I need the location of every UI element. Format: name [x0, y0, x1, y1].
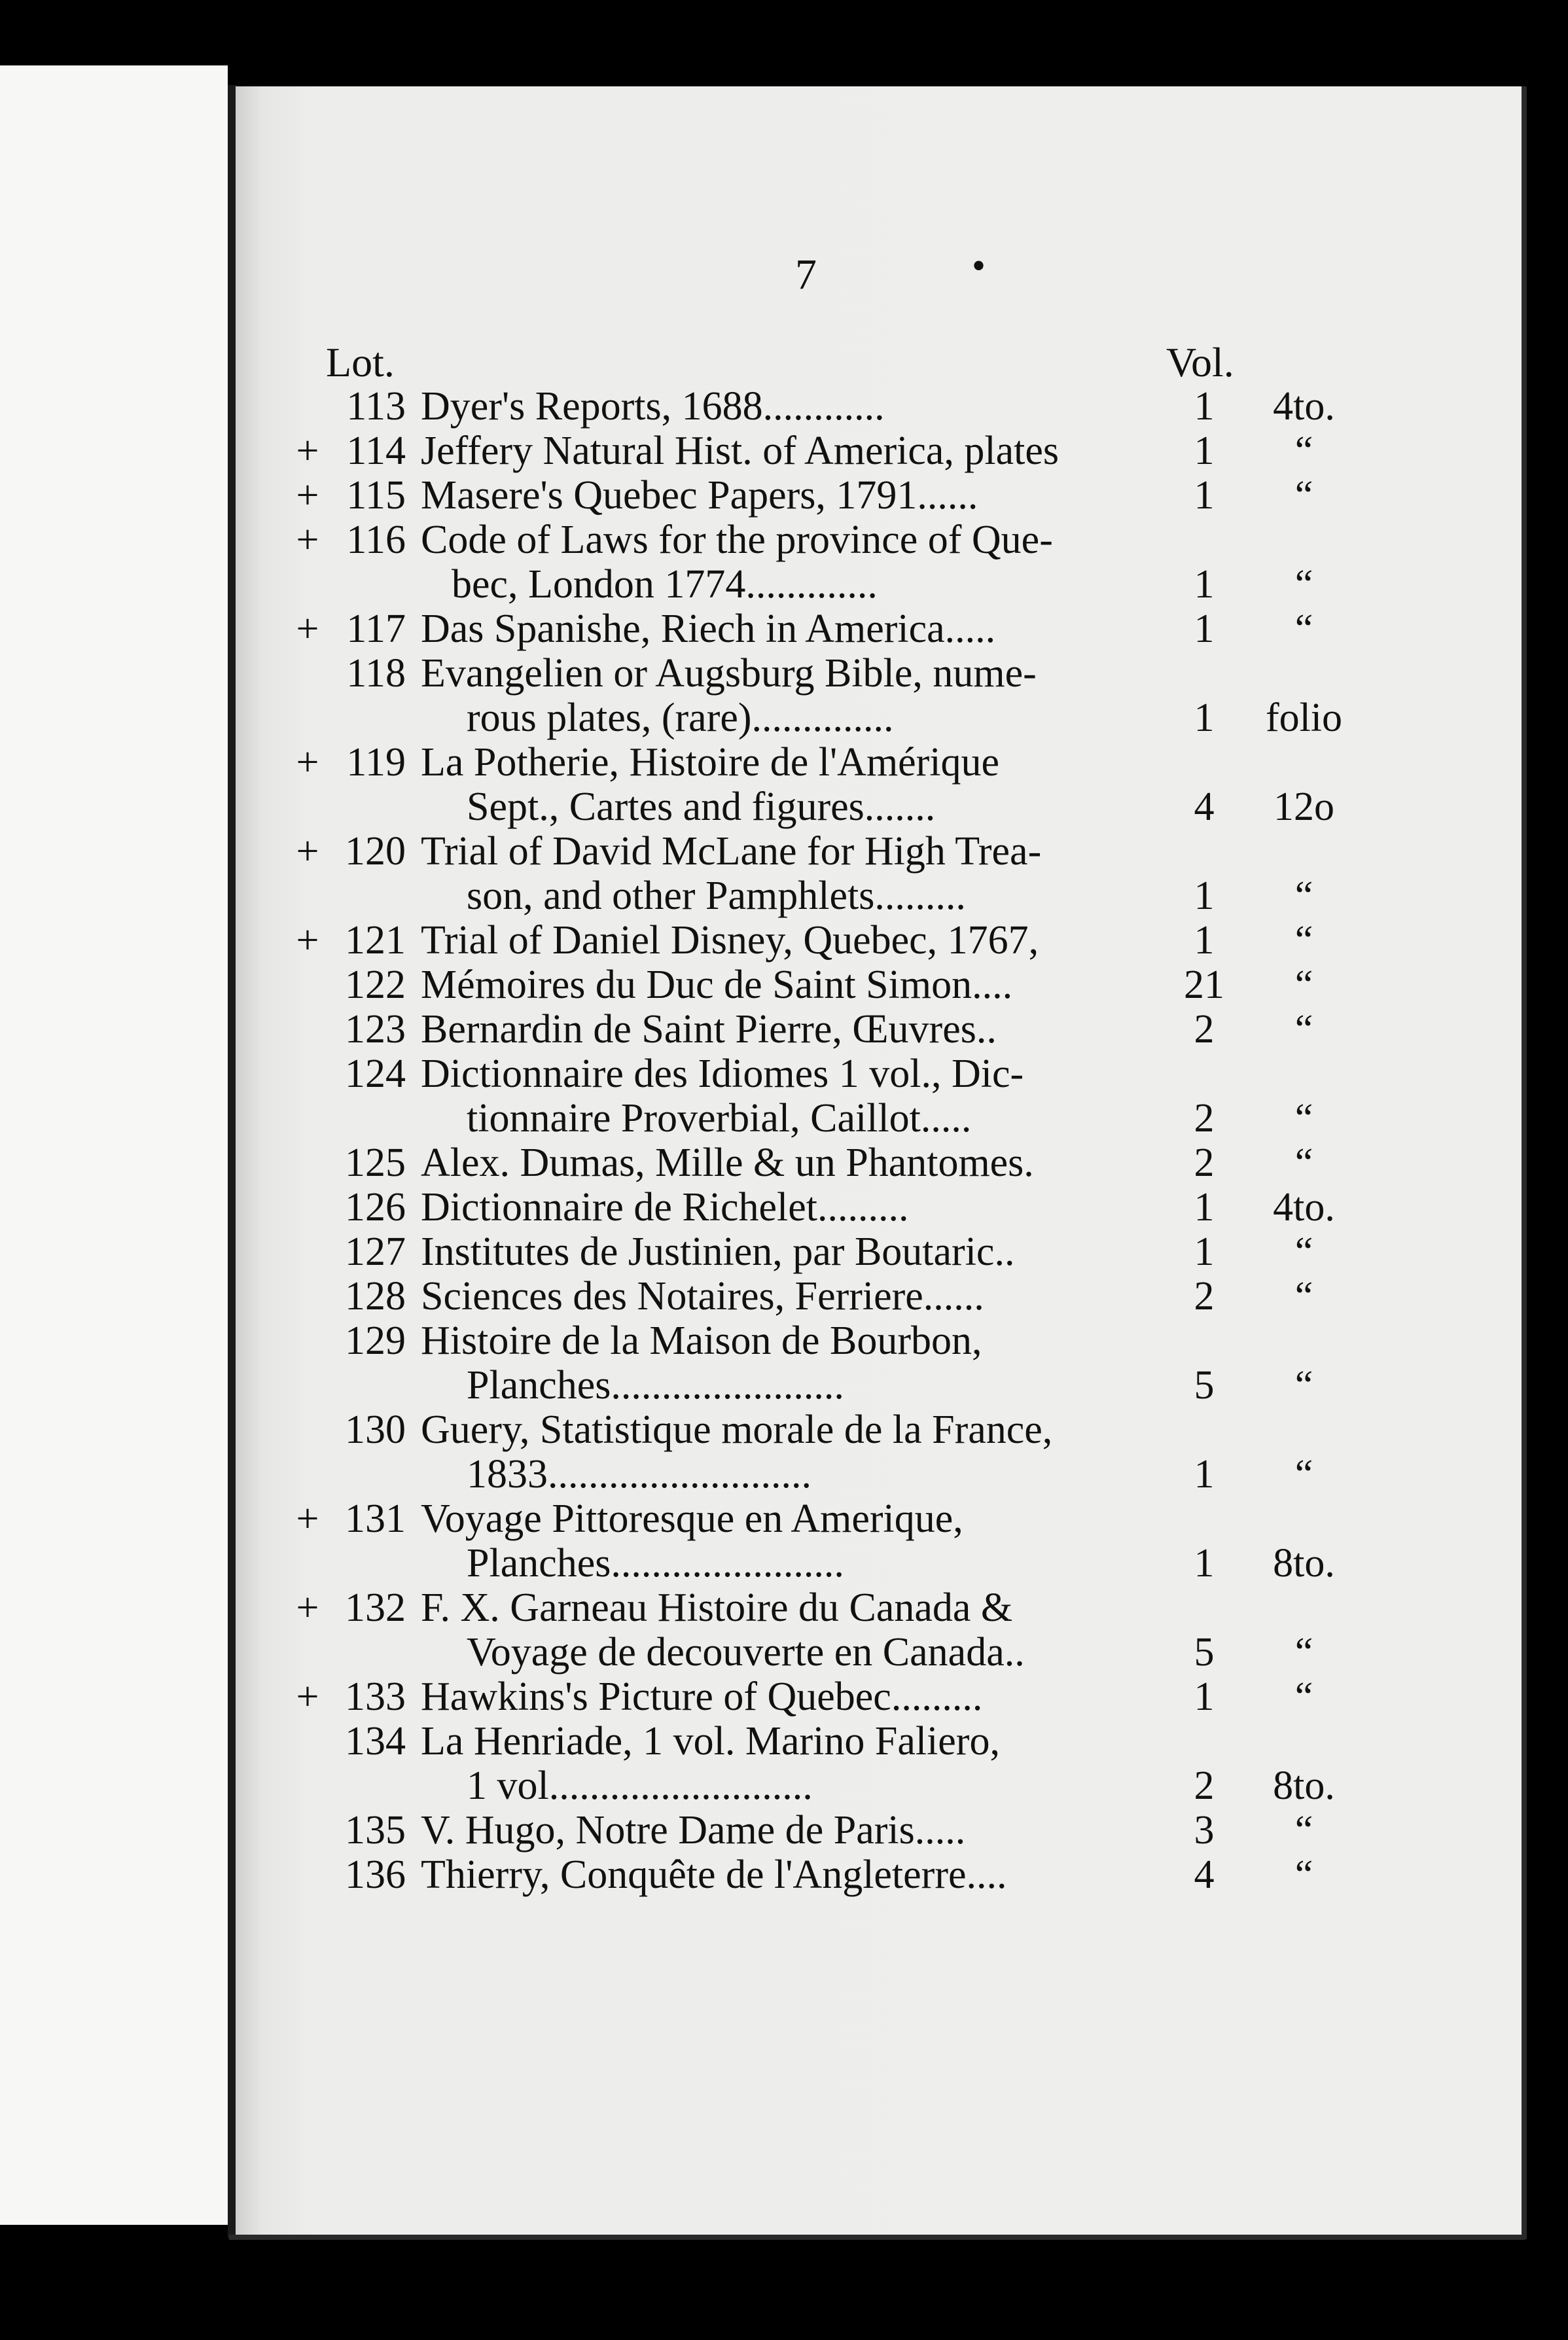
volume-count: 1	[1194, 384, 1215, 429]
item-title: Code of Laws for the province of Que-	[421, 518, 1053, 562]
book-format: 4to.	[1273, 384, 1335, 429]
volume-count: 5	[1194, 1363, 1215, 1408]
catalogue-line	[236, 651, 1522, 696]
lot-number: 134	[345, 1719, 406, 1764]
item-title: V. Hugo, Notre Dame de Paris.....	[421, 1808, 966, 1852]
catalogue-line	[236, 562, 1522, 607]
volume-count: 4	[1194, 1852, 1215, 1897]
item-title: La Henriade, 1 vol. Marino Faliero,	[421, 1719, 1000, 1764]
item-title: Mémoires du Duc de Saint Simon....	[421, 963, 1013, 1007]
item-title: Dictionnaire de Richelet.........	[421, 1185, 909, 1230]
catalogue-line	[236, 1141, 1522, 1185]
item-title: Sciences des Notaires, Ferriere......	[421, 1274, 984, 1319]
item-title: Alex. Dumas, Mille & un Phantomes.	[421, 1141, 1034, 1185]
book-format: 8to.	[1273, 1541, 1335, 1586]
catalogue-line	[236, 1764, 1522, 1808]
lot-number: 122	[345, 963, 406, 1007]
book-format: “	[1294, 963, 1313, 1007]
catalogue-line	[236, 1096, 1522, 1141]
pencil-cross-mark: +	[296, 518, 319, 562]
catalogue-line	[236, 1808, 1522, 1852]
book-format: “	[1294, 1096, 1313, 1141]
lot-number: 113	[346, 384, 406, 429]
lot-number: 128	[345, 1274, 406, 1319]
item-title: F. X. Garneau Histoire du Canada &	[421, 1586, 1013, 1630]
volume-count: 1	[1194, 874, 1215, 918]
catalogue-line	[236, 1007, 1522, 1052]
catalogue-page	[236, 86, 1522, 2236]
catalogue-line	[236, 1408, 1522, 1452]
item-title: Trial of David McLane for High Trea-	[421, 829, 1042, 874]
lot-number: 121	[345, 918, 406, 963]
lot-number: 129	[345, 1319, 406, 1363]
catalogue-line	[236, 473, 1522, 518]
item-title: tionnaire Proverbial, Caillot.....	[467, 1096, 972, 1141]
catalogue-line	[236, 1852, 1522, 1897]
item-title: Jeffery Natural Hist. of America, plates	[421, 429, 1060, 473]
lot-number: 123	[345, 1007, 406, 1052]
catalogue-line	[236, 1230, 1522, 1274]
volume-count: 1	[1194, 473, 1215, 518]
book-format: “	[1294, 562, 1313, 607]
catalogue-line	[236, 429, 1522, 473]
catalogue-line	[236, 384, 1522, 429]
catalogue-line	[236, 518, 1522, 562]
item-title: Das Spanishe, Riech in America.....	[421, 607, 996, 651]
lot-number: 118	[346, 651, 406, 696]
volume-count: 1	[1194, 1541, 1215, 1586]
volume-count: 1	[1194, 429, 1215, 473]
lot-number: 124	[345, 1052, 406, 1096]
catalogue-line	[236, 1274, 1522, 1319]
volume-count: 3	[1194, 1808, 1215, 1852]
lot-number: 116	[346, 518, 406, 562]
book-format: “	[1294, 1007, 1313, 1052]
lot-number: 114	[346, 429, 406, 473]
pencil-cross-mark: +	[296, 918, 319, 963]
volume-count: 1	[1194, 562, 1215, 607]
item-title: Dyer's Reports, 1688............	[421, 384, 885, 429]
book-format: 4to.	[1273, 1185, 1335, 1230]
catalogue-line	[236, 607, 1522, 651]
volume-count: 1	[1194, 918, 1215, 963]
catalogue-line	[236, 918, 1522, 963]
catalogue-line	[236, 1497, 1522, 1541]
pencil-cross-mark: +	[296, 429, 319, 473]
catalogue-line	[236, 1052, 1522, 1096]
item-title: Masere's Quebec Papers, 1791......	[421, 473, 978, 518]
book-format: “	[1294, 1808, 1313, 1852]
volume-count: 2	[1194, 1764, 1215, 1808]
item-title: 1833..........................	[467, 1452, 811, 1497]
facing-page-edge	[0, 65, 228, 2225]
book-format: “	[1294, 473, 1313, 518]
book-format: “	[1294, 918, 1313, 963]
volume-count: 1	[1194, 1452, 1215, 1497]
catalogue-line	[236, 1452, 1522, 1497]
catalogue-line	[236, 1319, 1522, 1363]
catalogue-line	[236, 785, 1522, 829]
catalogue-line	[236, 1363, 1522, 1408]
catalogue-line	[236, 963, 1522, 1007]
item-title: Evangelien or Augsburg Bible, nume-	[421, 651, 1037, 696]
volume-count: 5	[1194, 1630, 1215, 1675]
item-title: Hawkins's Picture of Quebec.........	[421, 1675, 983, 1719]
catalogue-line	[236, 740, 1522, 785]
item-title: rous plates, (rare)..............	[467, 696, 894, 740]
item-title: Bernardin de Saint Pierre, Œuvres..	[421, 1007, 997, 1052]
item-title: Voyage de decouverte en Canada..	[467, 1630, 1025, 1675]
catalogue-line	[236, 1719, 1522, 1764]
pencil-cross-mark: +	[296, 1675, 319, 1719]
catalogue-line	[236, 1630, 1522, 1675]
volume-count: 2	[1194, 1274, 1215, 1319]
volume-count: 21	[1184, 963, 1224, 1007]
item-title: son, and other Pamphlets.........	[467, 874, 966, 918]
book-format: “	[1294, 429, 1313, 473]
catalogue-entries	[236, 384, 1522, 1897]
item-title: Trial of Daniel Disney, Quebec, 1767,	[421, 918, 1039, 963]
lot-number: 135	[345, 1808, 406, 1852]
lot-number: 115	[346, 473, 406, 518]
book-format: “	[1294, 607, 1313, 651]
item-title: Histoire de la Maison de Bourbon,	[421, 1319, 982, 1363]
pencil-cross-mark: +	[296, 829, 319, 874]
book-format: “	[1294, 874, 1313, 918]
item-title: Planches.......................	[467, 1363, 844, 1408]
book-format: “	[1294, 1363, 1313, 1408]
volume-count: 1	[1194, 696, 1215, 740]
page-bottom-edge	[229, 2235, 1525, 2240]
page-right-edge	[1522, 86, 1527, 2239]
pencil-cross-mark: +	[296, 740, 319, 785]
pencil-cross-mark: +	[296, 473, 319, 518]
book-format: “	[1294, 1452, 1313, 1497]
item-title: Thierry, Conquête de l'Angleterre....	[421, 1852, 1007, 1897]
volume-count: 1	[1194, 607, 1215, 651]
item-title: Planches.......................	[467, 1541, 844, 1586]
book-format: folio	[1265, 696, 1343, 740]
item-title: bec, London 1774.............	[452, 562, 878, 607]
pencil-cross-mark: +	[296, 607, 319, 651]
lot-number: 133	[345, 1675, 406, 1719]
book-format: “	[1294, 1852, 1313, 1897]
volume-count: 2	[1194, 1096, 1215, 1141]
lot-number: 119	[346, 740, 406, 785]
book-format: “	[1294, 1141, 1313, 1185]
pencil-cross-mark: +	[296, 1586, 319, 1630]
volume-count: 1	[1194, 1675, 1215, 1719]
catalogue-line	[236, 1541, 1522, 1586]
catalogue-line	[236, 874, 1522, 918]
item-title: Sept., Cartes and figures.......	[467, 785, 936, 829]
lot-number: 125	[345, 1141, 406, 1185]
lot-number: 127	[345, 1230, 406, 1274]
catalogue-line	[236, 1586, 1522, 1630]
book-format: 12o	[1274, 785, 1334, 829]
volume-count: 1	[1194, 1185, 1215, 1230]
book-format: “	[1294, 1274, 1313, 1319]
lot-number: 132	[345, 1586, 406, 1630]
book-format: “	[1294, 1675, 1313, 1719]
catalogue-line	[236, 696, 1522, 740]
page-number: 7	[795, 251, 817, 298]
pencil-cross-mark: +	[296, 1497, 319, 1541]
item-title: Guery, Statistique morale de la France,	[421, 1408, 1053, 1452]
book-format: 8to.	[1273, 1764, 1335, 1808]
lot-number: 126	[345, 1185, 406, 1230]
volume-count: 4	[1194, 785, 1215, 829]
catalogue-line	[236, 1185, 1522, 1230]
catalogue-line	[236, 1675, 1522, 1719]
book-format: “	[1294, 1230, 1313, 1274]
lot-number: 130	[345, 1408, 406, 1452]
lot-number: 136	[345, 1852, 406, 1897]
page-dot: •	[972, 244, 986, 287]
lot-number: 117	[346, 607, 406, 651]
item-title: La Potherie, Histoire de l'Amérique	[421, 740, 1000, 785]
volume-count: 2	[1194, 1007, 1215, 1052]
volume-count: 2	[1194, 1141, 1215, 1185]
book-format: “	[1294, 1630, 1313, 1675]
item-title: Voyage Pittoresque en Amerique,	[421, 1497, 963, 1541]
lot-number: 131	[345, 1497, 406, 1541]
vol-column-header: Vol.	[1166, 339, 1234, 385]
volume-count: 1	[1194, 1230, 1215, 1274]
lot-number: 120	[345, 829, 406, 874]
catalogue-line	[236, 829, 1522, 874]
lot-column-header: Lot.	[326, 339, 395, 385]
item-title: Institutes de Justinien, par Boutaric..	[421, 1230, 1015, 1274]
item-title: 1 vol..........................	[467, 1764, 813, 1808]
item-title: Dictionnaire des Idiomes 1 vol., Dic-	[421, 1052, 1024, 1096]
